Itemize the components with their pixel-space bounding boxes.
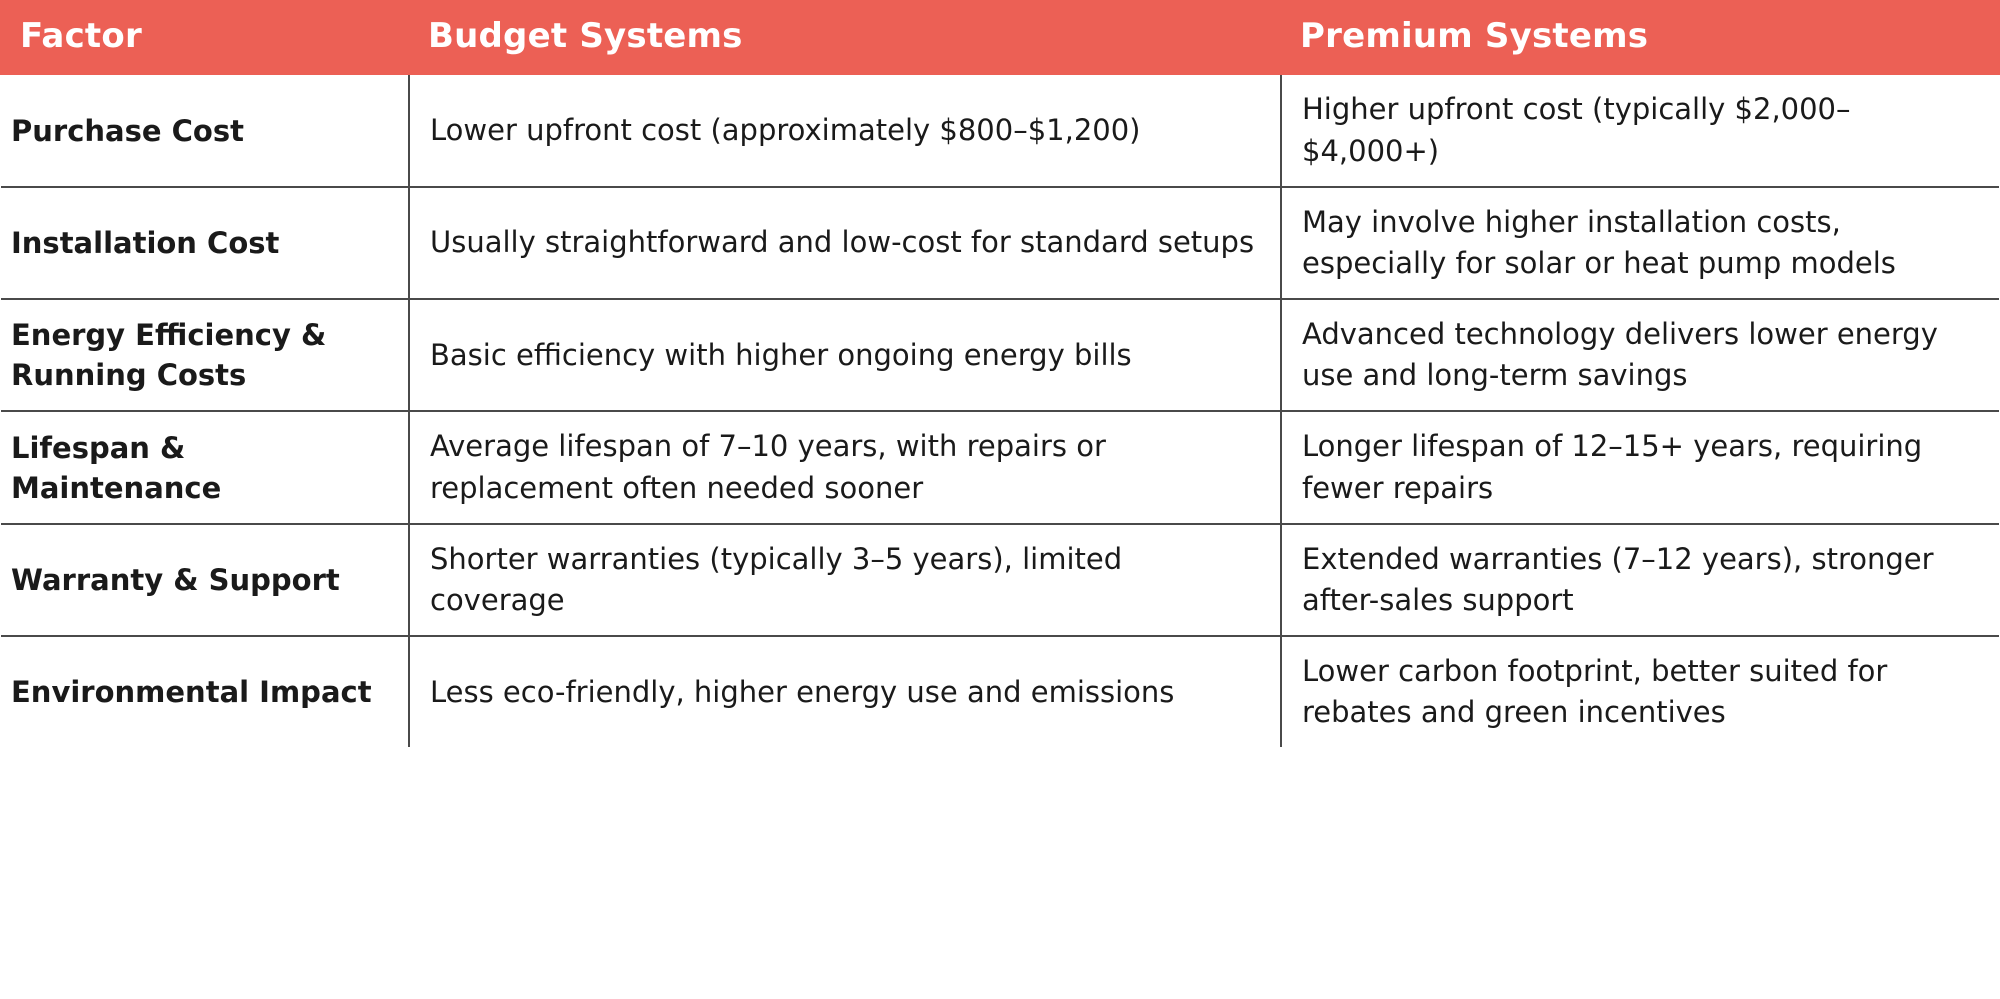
table-body: [1, 74, 1999, 747]
row-budget-value: Average lifespan of 7–10 years, with repairs or replacement often needed sooner: [409, 411, 1281, 523]
row-budget-value: Shorter warranties (typically 3–5 years), limited coverage: [409, 524, 1281, 636]
row-factor-label: Energy Efficiency & Running Costs: [1, 299, 409, 411]
row-budget-value: Usually straightforward and low-cost for standard setups: [409, 187, 1281, 299]
row-premium-value: Advanced technology delivers lower energy use and long-term savings: [1281, 299, 1999, 411]
row-factor-label: Installation Cost: [1, 187, 409, 299]
row-premium-value: Extended warranties (7–12 years), stronger after-sales support: [1281, 524, 1999, 636]
table-row: [1, 524, 1999, 636]
row-premium-value: Longer lifespan of 12–15+ years, requiring fewer repairs: [1281, 411, 1999, 523]
row-premium-value: Lower carbon footprint, better suited for rebates and green incentives: [1281, 636, 1999, 747]
row-factor-label: Environmental Impact: [1, 636, 409, 747]
row-budget-value: Basic efficiency with higher ongoing energy bills: [409, 299, 1281, 411]
table-row: [1, 187, 1999, 299]
row-budget-value: Less eco-friendly, higher energy use and emissions: [409, 636, 1281, 747]
column-header-premium-systems: Premium Systems: [1281, 1, 1999, 74]
table-row: [1, 74, 1999, 186]
row-factor-label: Lifespan & Maintenance: [1, 411, 409, 523]
row-budget-value: Lower upfront cost (approximately $800–$1,200): [409, 74, 1281, 186]
row-factor-label: Purchase Cost: [1, 74, 409, 186]
table-row: [1, 299, 1999, 411]
column-header-budget-systems: Budget Systems: [409, 1, 1281, 74]
column-header-factor: Factor: [1, 1, 409, 74]
table-header: [1, 1, 1999, 74]
table-header-row: [1, 1, 1999, 74]
row-premium-value: May involve higher installation costs, especially for solar or heat pump models: [1281, 187, 1999, 299]
table-row: [1, 636, 1999, 747]
row-premium-value: Higher upfront cost (typically $2,000–$4,000+): [1281, 74, 1999, 186]
table-row: [1, 411, 1999, 523]
row-factor-label: Warranty & Support: [1, 524, 409, 636]
